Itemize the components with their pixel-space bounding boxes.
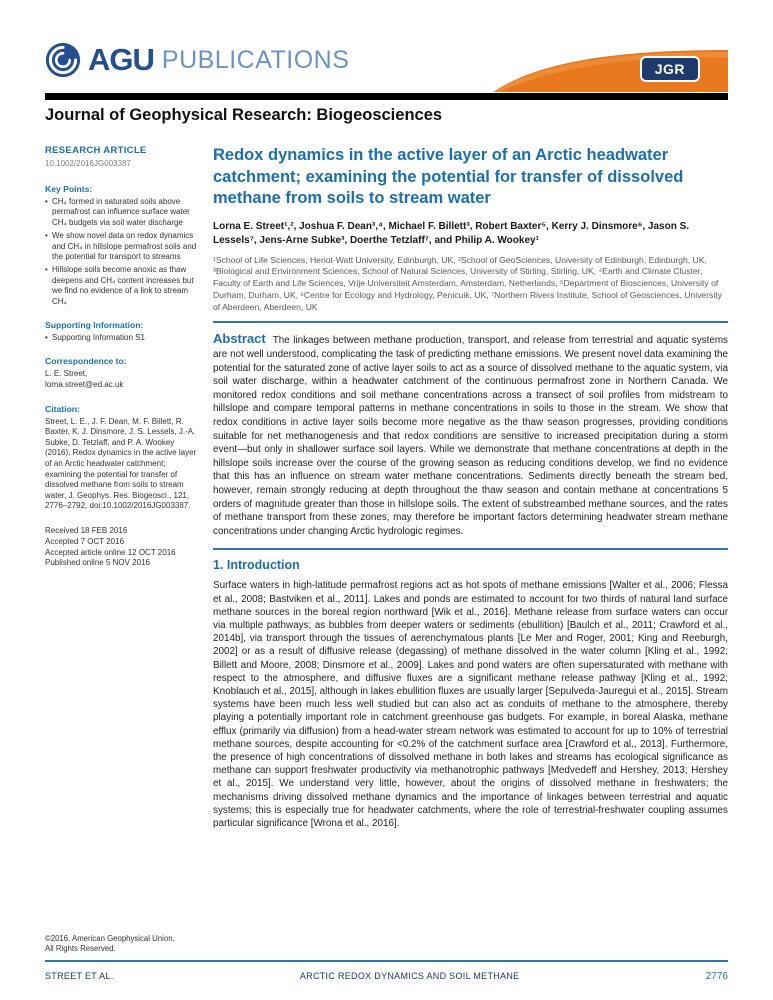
article-type-label: RESEARCH ARTICLE — [45, 145, 147, 156]
header-rule — [45, 93, 728, 100]
agu-publications-logo — [45, 42, 349, 78]
abstract-paragraph — [213, 332, 728, 538]
jgr-badge-label: JGR — [654, 61, 685, 77]
key-point: • CH₄ formed in saturated soils above permafrost can influence surface water CH₄ budgets via soil water discharge — [45, 197, 197, 228]
abstract-label: Abstract — [213, 331, 266, 347]
content-columns — [45, 145, 728, 936]
affiliations: ¹School of Life Sciences, Heriot-Watt University, Edinburgh, UK, ²School of GeoSciences, University of Edinburgh, Edinburgh, UK, ³Biological and Environment Sciences, School of Natural Sciences, University of Stirling, Stirling, UK, ⁴Earth and Climate Cluster, Faculty of Earth and Life Sciences, Vrije Universiteit Amsterdam, Amsterdam, Netherlands, ⁵Department of Biosciences, University of Durham, Durham, UK, ⁶Centre for Ecology and Hydrology, Penicuik, UK, ⁷Northern Rivers Institute, School of Geosciences, University of Aberdeen, Aberdeen, UK — [213, 254, 722, 312]
page-footer — [45, 971, 728, 982]
section-rule — [213, 548, 728, 550]
article-title: Redox dynamics in the active layer of an Arctic headwater catchment; examining the potential for transfer of dissolved methane from soils to stream water — [213, 146, 684, 207]
citation-heading: Citation: — [45, 403, 80, 414]
footer-rule — [45, 960, 728, 962]
key-points-list — [45, 197, 197, 307]
footer-authors: STREET ET AL. — [45, 971, 114, 981]
correspondence-heading: Correspondence to: — [45, 356, 127, 367]
copyright-line: ©2016. American Geophysical Union. — [45, 934, 175, 943]
supporting-information-link[interactable]: • Supporting Information S1 — [45, 333, 197, 343]
supporting-information-list — [45, 333, 197, 343]
article-body — [213, 145, 728, 936]
section-rule — [213, 321, 728, 323]
publications-logo-text: PUBLICATIONS — [161, 45, 350, 74]
footer-running-title: ARCTIC REDOX DYNAMICS AND SOIL METHANE — [299, 971, 520, 981]
jgr-banner — [493, 50, 728, 92]
correspondence-name: L. E. Street, — [45, 369, 88, 379]
abstract-text: The linkages between methane production, transport, and release from terrestrial and aquatic systems are not well understood, complicating the task of predicting methane emissions. We present novel data examining the potential for the saturated zone of active layer soils to act as a source of dissolved methane to the aquatic system, via soil water discharge, within a headwater catchment of the continuous permafrost zone in Northern Canada. We monitored redox conditions and soil methane concentrations across a transect of soil profiles from midstream to hillslope and compare temporal patterns in methane concentrations in soils to those in the stream. We show that redox conditions in active layer soils become more negative as the thaw season progresses, providing conditions suitable for net methanogenesis and that redox conditions are sensitive to increased precipitation during a storm event—but only in shallower surface soil layers. While we demonstrate that methane concentrations at depth in the hillslope soils increase over the course of the growing season as reducing conditions develop, we find no evidence that this has an influence on stream water methane concentrations. Sediments directly beneath the stream bed, however, remain strongly reducing at depth throughout the thaw season and contain methane at concentrations 5 orders of magnitude greater than those in hillslope soils. The extent of substreambed methane sources, and the rates of methane transport from these zones, may therefore be important factors determining headwater stream methane concentrations under changing Arctic hydrologic regimes. — [213, 335, 728, 537]
jgr-badge — [640, 56, 700, 82]
sidebar — [45, 145, 197, 936]
doi: 10.1002/2016JG003387 — [45, 159, 131, 168]
copyright-line: All Rights Reserved. — [45, 944, 116, 953]
copyright-notice — [45, 934, 197, 954]
key-point: • We show novel data on redox dynamics and CH₄ in hillslope permafrost soils and the potential for transport to streams — [45, 231, 197, 262]
citation-text: Street, L. E., J. F. Dean, M. F. Billett, R. Baxter, K. J. Dinsmore, J. S. Lessels, J.-A. Subke, D. Tetzlaff, and P. A. Wookey (2016), Redox dynamics in the active layer of an Arctic headwater catchment; examining the potential for transfer of dissolved methane from soils to stream water, J. Geophys. Res. Biogeosci., 121, 2776–2792, doi:10.1002/2016JG003387. — [45, 416, 197, 511]
key-points-heading: Key Points: — [45, 184, 93, 194]
received-date: Received 18 FEB 2016 — [45, 526, 128, 535]
agu-globe-icon — [45, 42, 81, 78]
accepted-online-date: Accepted article online 12 OCT 2016 — [45, 547, 176, 557]
introduction-heading: 1. Introduction — [213, 558, 300, 573]
journal-title: Journal of Geophysical Research: Biogeosciences — [45, 106, 443, 124]
key-point: • Hillslope soils become anoxic as thaw deepens and CH₄ content increases but we find no evidence of a link to stream CH₄ — [45, 265, 197, 307]
supporting-information-heading: Supporting Information: — [45, 320, 144, 331]
footer-page-number: 2776 — [705, 971, 728, 982]
published-online-date: Published online 5 NOV 2016 — [45, 558, 150, 568]
accepted-date: Accepted 7 OCT 2016 — [45, 536, 125, 546]
correspondence-email-link[interactable]: lorna.street@ed.ac.uk — [45, 380, 124, 390]
article-history — [45, 526, 197, 569]
author-list: Lorna E. Street¹,², Joshua F. Dean³,⁴, Michael F. Billett³, Robert Baxter⁵, Kerry J. Dinsmore⁶, Jason S. Lessels⁷, Jens-Arne Subke³, Doerthe Tetzlaff⁷, and Philip A. Wookey¹ — [213, 220, 690, 246]
agu-logo-text: AGU — [88, 42, 154, 77]
introduction-paragraph: Surface waters in high-latitude permafrost regions act as hot spots of methane emissions [Walter et al., 2006; Flessa et al., 2008; Bastviken et al., 2011]. Lakes and ponds are estimated to account for two thirds of natural land surface methane sources in the boreal region northward [Wik et al., 2016]. Methane release from surface waters can occur via multiple pathways; as bubbles from deeper waters or sediments (ebullition) [Baulch et al., 2011; Crawford et al., 2014b], via transport through the tissues of aerenchymatous plants [Le Mer and Roger, 2001; King and Reeburgh, 2002] or as a result of diffusive release (degassing) of methane dissolved in the water column [Kling et al., 1992; Billett and Moore, 2008; Dinsmore et al., 2009]. Lakes and pond waters are often supersaturated with methane with respect to the atmosphere, and diffusive fluxes are a significant methane release pathway [Kling et al., 1992; Knoblauch et al., 2015], although in lakes ebullition fluxes are usually larger [Sepulveda-Jauregui et al., 2015]. Stream systems have been much less well studied but can also act as conduits of methane to the atmosphere, thereby playing a potentially important role in catchment greenhouse gas budgets. For example, in boreal Alaska, methane efflux (primarily via diffusion) from a head-water stream network was estimated to account for up to 10% of terrestrial methane sources, despite accounting for <0.2% of the catchment surface area [Crawford et al., 2013]. Furthermore, the presence of high concentrations of dissolved methane in both lakes and streams has ecological significance as methane can support freshwater productivity via methanotrophic pathways [Medvedeff and Hershey, 2013; Hershey et al., 2015]. We understand very little, however, about the origins of dissolved methane in freshwaters; the mechanisms driving dissolved methane dynamics and the importance of linkages between terrestrial and aquatic systems; this is especially true for headwater catchments, where the role of terrestrial-freshwater coupling assumes particular significance [Wrona et al., 2016]. — [213, 580, 728, 830]
